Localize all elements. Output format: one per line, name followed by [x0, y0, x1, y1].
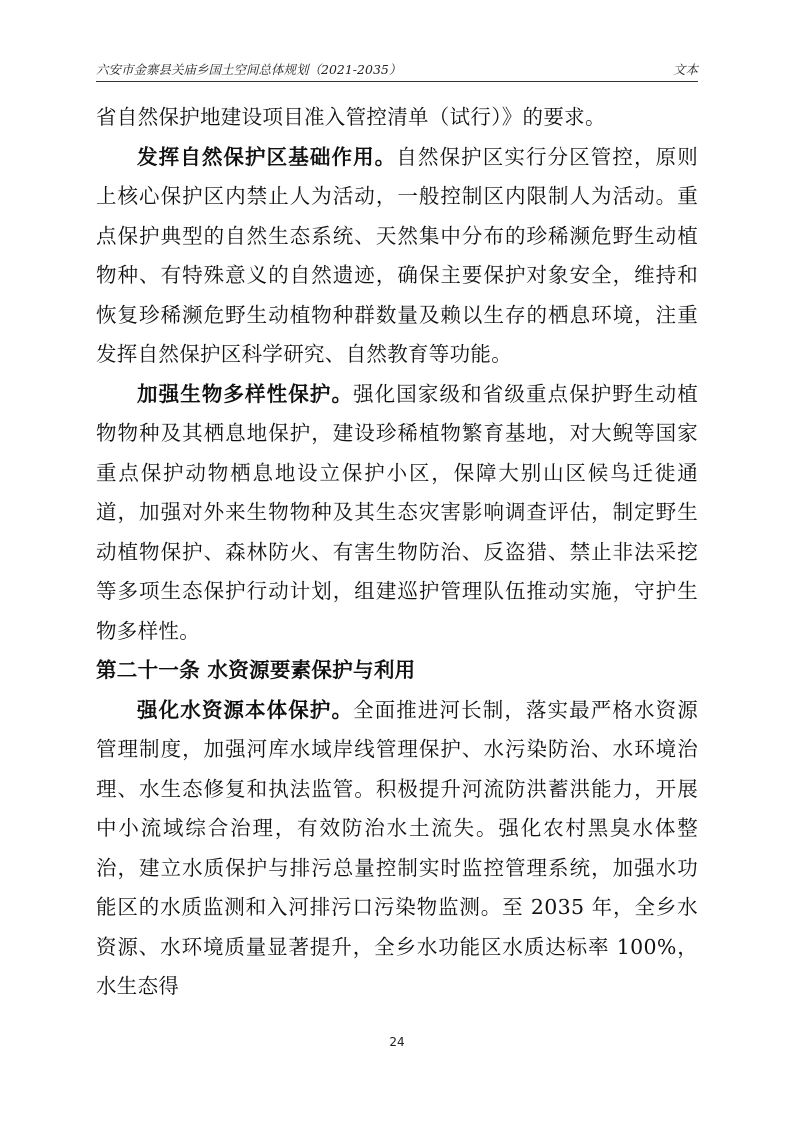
paragraph-text: 全面推进河长制，落实最严格水资源管理制度，加强河库水域岸线管理保护、水污染防治、水环境治理、水生态修复和执法监管。积极提升河流防洪蓄洪能力，开展中小流域综合治理，有效防治水土流失。强化农村黑臭水体整治，建立水质保护与排污总量控制实时监控管理系统，加强水功能区的水质监测和入河排污口污染物监测。至 2035 年，全乡水资源、水环境质量显著提升，全乡水功能区水质达标率 100%，水生态得	[96, 697, 698, 998]
paragraph-lead-heading: 强化水资源本体保护。	[137, 697, 354, 722]
paragraph-text: 自然保护区实行分区管控，原则上核心保护区内禁止人为活动，一般控制区内限制人为活动。重点保护典型的自然生态系统、天然集中分布的珍稀濒危野生动植物种、有特殊意义的自然遗迹，确保主要保护对象安全，维持和恢复珍稀濒危野生动植物种群数量及赖以生存的栖息环境，注重发挥自然保护区科学研究、自然教育等功能。	[96, 144, 698, 366]
paragraph-nature-reserve	[96, 138, 698, 375]
paragraph-lead-heading: 加强生物多样性保护。	[137, 381, 354, 406]
header-document-type: 文本	[672, 62, 698, 77]
page-header	[96, 57, 698, 79]
page-number: 24	[389, 1035, 405, 1049]
header-document-title: 六安市金寨县关庙乡国土空间总体规划（2021-2035）	[96, 62, 402, 77]
paragraph-text: 强化国家级和省级重点保护野生动植物物种及其栖息地保护，建设珍稀植物繁育基地，对大鲵等国家重点保护动物栖息地设立保护小区，保障大别山区候鸟迁徙通道，加强对外来生物物种及其生态灾害影响调查评估，制定野生动植物保护、森林防火、有害生物防治、反盗猎、禁止非法采挖等多项生态保护行动计划，组建巡护管理队伍推动实施，守护生物多样性。	[96, 381, 698, 643]
section-heading: 第二十一条 水资源要素保护与利用	[96, 658, 416, 682]
header-divider	[96, 81, 698, 82]
paragraph-water-resources	[96, 691, 698, 1007]
paragraph-text: 省自然保护地建设项目准入管控清单（试行）》的要求。	[96, 105, 606, 129]
paragraph-lead-heading: 发挥自然保护区基础作用。	[137, 144, 397, 169]
document-body	[96, 98, 698, 1007]
paragraph-biodiversity	[96, 375, 698, 652]
paragraph-continuation	[96, 98, 698, 138]
